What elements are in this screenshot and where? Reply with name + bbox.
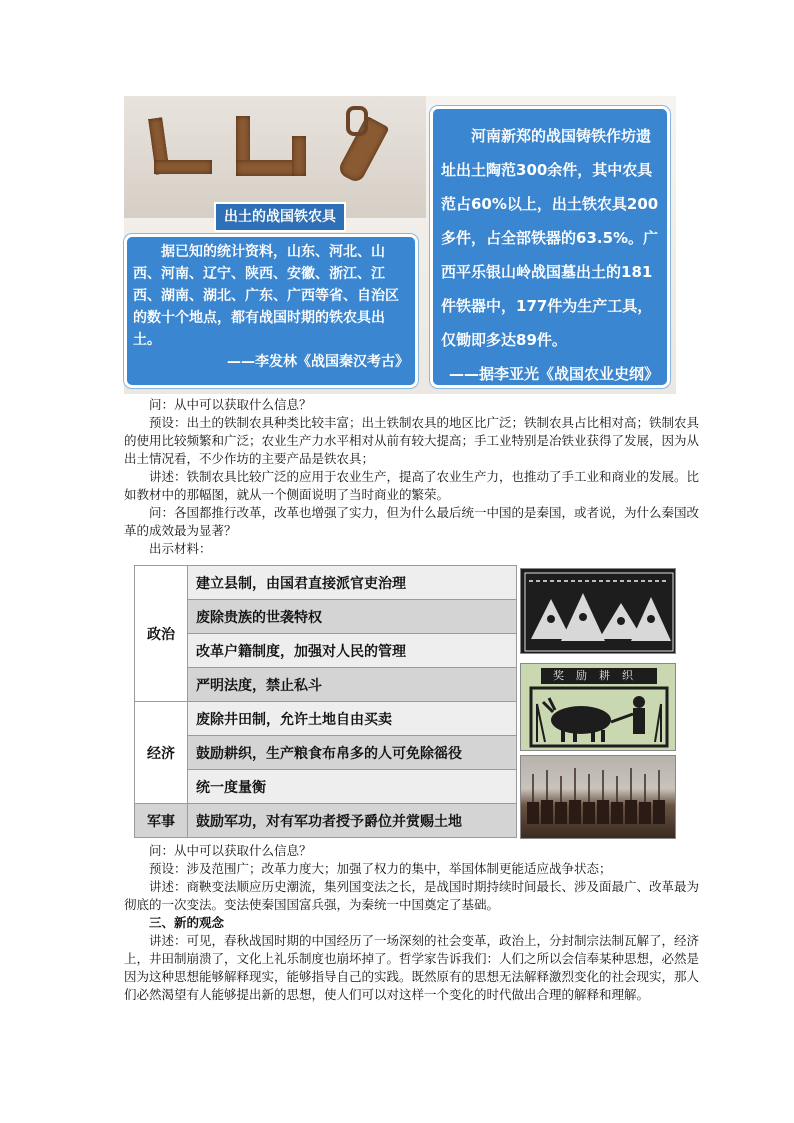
category-economy: 经济	[135, 702, 188, 804]
army-formation-image	[520, 755, 676, 839]
iron-hoe-2-tip-icon	[292, 136, 306, 176]
workshop-quote-box	[430, 106, 670, 388]
workshop-quote-source: ——据李亚光《战国农业史纲》	[448, 365, 659, 383]
reform-item: 严明法度，禁止私斗	[188, 668, 517, 702]
reform-item: 改革户籍制度，加强对人民的管理	[188, 634, 517, 668]
category-politics: 政治	[135, 566, 188, 702]
reform-item: 建立县制，由国君直接派官吏治理	[188, 566, 517, 600]
reform-item: 废除贵族的世袭特权	[188, 600, 517, 634]
statistics-quote-box	[124, 234, 418, 388]
farming-banner: 奖励耕织	[541, 668, 657, 684]
statistics-quote-source: ——李发林《战国秦汉考古》	[227, 354, 409, 370]
discussion-block-1	[124, 396, 700, 558]
discussion-block-2	[124, 842, 700, 1004]
reform-item: 统一度量衡	[188, 770, 517, 804]
statistics-quote-text: 据已知的统计资料，山东、河北、山西、河南、辽宁、陕西、安徽、浙江、江西、湖南、湖北、广东、广西等省、自治区的数十个地点，都有战国时期的铁农具出土。	[133, 244, 399, 348]
reform-item: 废除井田制，允许土地自由买卖	[188, 702, 517, 736]
iron-spade-ring-icon	[346, 106, 368, 136]
papercut-scene-image	[520, 568, 676, 654]
ox-ploughing-icon	[521, 664, 676, 751]
reform-item: 鼓励军功，对有军功者授予爵位并赏赐土地	[188, 804, 517, 838]
show-material-label: 出示材料：	[149, 541, 212, 556]
papercut-scene-icon	[521, 569, 676, 654]
explanation-2: 讲述：商鞅变法顺应历史潮流，集列国变法之长，是战国时期持续时间最长、涉及面最广、改革最为彻底的一次变法。变法使秦国国富兵强，为秦统一中国奠定了基础。	[124, 879, 700, 912]
reform-item: 鼓励耕织，生产粮食布帛多的人可免除徭役	[188, 736, 517, 770]
category-military: 军事	[135, 804, 188, 838]
preset-answer-1: 预设：出土的铁制农具种类比较丰富；出土铁制农具的地区比广泛；铁制农具占比相对高；铁制农具的使用比较频繁和广泛；农业生产力水平相对从前有较大提高；手工业特别是冶铁业获得了发展，因为从出土情况看，不少作坊的主要产品是铁农具；	[124, 415, 700, 466]
shang-yang-reform-figure	[134, 565, 676, 840]
section-heading-3: 三、新的观念	[149, 915, 225, 930]
iron-tools-photo	[124, 96, 426, 218]
question-3: 问：从中可以获取什么信息？	[149, 843, 312, 858]
iron-hoe-1-blade-icon	[154, 160, 212, 174]
preset-answer-2: 预设：涉及范围广；改革力度大；加强了权力的集中，举国体制更能适应战争状态；	[149, 861, 612, 876]
explanation-1: 讲述：铁制农具比较广泛的应用于农业生产，提高了农业生产力，也推动了手工业和商业的发展。比如教材中的那幅图，就从一个侧面说明了当时商业的繁荣。	[124, 469, 700, 502]
figure-caption: 出土的战国铁农具	[214, 202, 346, 232]
farming-papercut-image	[520, 663, 676, 751]
iron-tools-figure	[124, 96, 676, 394]
explanation-3: 讲述：可见，春秋战国时期的中国经历了一场深刻的社会变革，政治上，分封制宗法制瓦解了，经济上，井田制崩溃了，文化上礼乐制度也崩坏掉了。哲学家告诉我们：人们之所以会信奉某种思想，必然是因为这种思想能够解释现实，能够指导自己的实践。既然原有的思想无法解释激烈变化的社会现实，那人们必然渴望有人能够提出新的思想，使人们可以对这样一个变化的时代做出合理的解释和理解。	[124, 933, 700, 1002]
question-1: 问：从中可以获取什么信息？	[149, 397, 312, 412]
question-2: 问：各国都推行改革，改革也增强了实力，但为什么最后统一中国的是秦国，或者说，为什么秦国改革的成效最为显著？	[124, 505, 700, 538]
reform-table	[134, 565, 517, 838]
soldiers-icon	[521, 756, 676, 839]
workshop-quote-text: 河南新郑的战国铸铁作坊遗址出土陶范300余件，其中农具范占60%以上，出土铁农具200多件，占全部铁器的63.5%。广西平乐银山岭战国墓出土的181件铁器中，177件为生产工具，仅锄即多达89件。	[441, 127, 659, 349]
